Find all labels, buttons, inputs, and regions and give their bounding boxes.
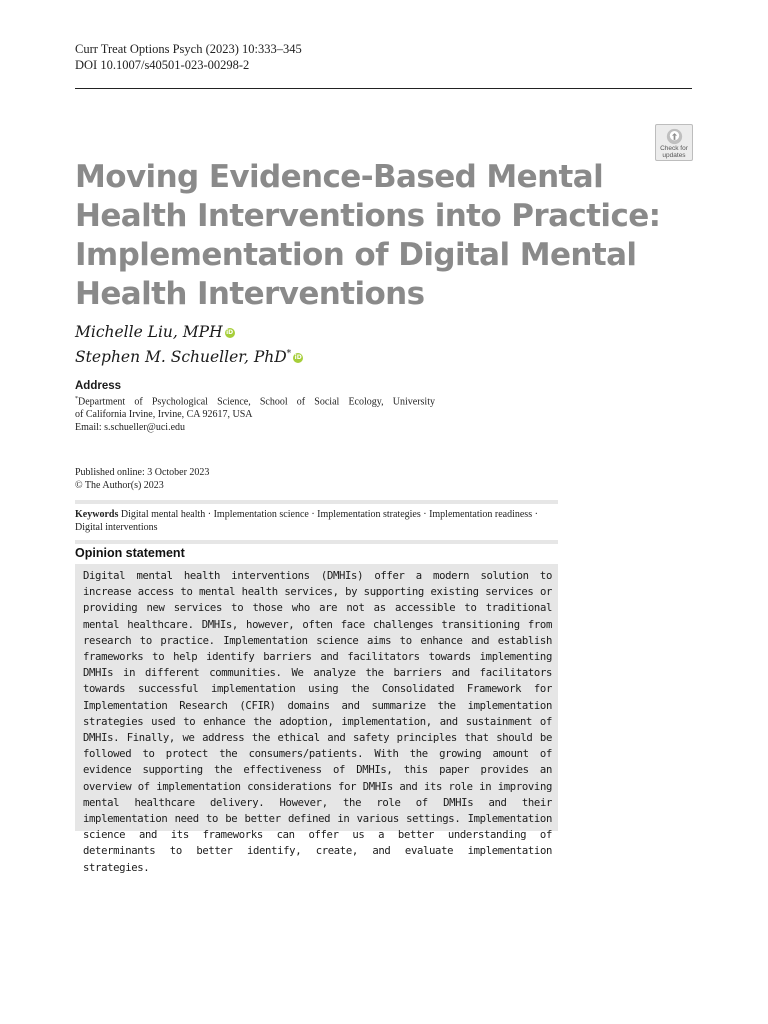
title-line-4: Health Interventions [75, 276, 425, 312]
keywords-bottom-divider [75, 540, 558, 544]
header-rule [75, 88, 692, 89]
doi-line[interactable]: DOI 10.1007/s40501-023-00298-2 [75, 58, 250, 72]
check-updates-label-1: Check for [660, 145, 688, 152]
check-updates-label-2: updates [662, 152, 686, 159]
keywords-top-divider [75, 500, 558, 504]
address-heading: Address [75, 380, 122, 392]
keywords-block [75, 508, 545, 534]
author-name: Stephen M. Schueller, PhD [75, 348, 287, 367]
corresponding-mark: * [286, 349, 292, 359]
address-line-2: of California Irvine, Irvine, CA 92617, USA [75, 409, 253, 421]
publication-info [75, 466, 209, 492]
title-line-1: Moving Evidence-Based Mental [75, 159, 604, 195]
address-mark: * [75, 396, 78, 402]
journal-citation [75, 41, 302, 73]
opinion-statement-text: Digital mental health interventions (DMHIs) offer a modern solution to increase access to mental health services, by supporting existing services or providing new services to those who are not as accessible to traditional mental healthcare. DMHIs, however, often face challenges transitioning from research to practice. Implementation science aims to enhance and establish frameworks to help identify barriers and facilitators towards implementing DMHIs in different communities. We analyze the barriers and facilitators towards successful implementation using the Consolidated Framework for Implementation Research (CFIR) domains and summarize the implementation strategies used to enhance the adoption, implementation, and sustainment of DMHIs. Finally, we address the ethical and safety principles that should be followed to protect the consumers/patients. With the growing amount of evidence supporting the effectiveness of DMHIs, this paper provides an overview of implementation considerations for DMHIs and its role in improving mental healthcare delivery. However, the role of DMHIs and their implementation need to be better defined in various settings. Implementation science and its frameworks can offer us a better understanding of determinants to better identify, create, and evaluate implementation strategies. [83, 570, 552, 874]
check-for-updates-button[interactable] [655, 124, 693, 161]
author-name: Michelle Liu, MPH [75, 323, 223, 341]
address-block [75, 393, 435, 434]
address-line-1-text: Department of Psychological Science, School of Social Ecology, University [78, 396, 435, 408]
keywords-text: Digital mental health · Implementation science · Implementation strategies · Implementation readiness · Digital interventions [75, 509, 538, 533]
email-line[interactable]: Email: s.schueller@uci.edu [75, 422, 186, 434]
title-line-2: Health Interventions into Practice: [75, 198, 661, 234]
published-online: Published online: 3 October 2023 [75, 467, 210, 478]
check-for-updates-icon [666, 128, 683, 145]
author-2 [75, 344, 303, 367]
keywords-label: Keywords [75, 509, 119, 520]
title-line-3: Implementation of Digital Mental [75, 237, 637, 273]
author-1 [75, 322, 235, 342]
copyright-line: © The Author(s) 2023 [75, 480, 164, 491]
opinion-statement-heading: Opinion statement [75, 546, 185, 560]
article-title [75, 158, 675, 314]
opinion-statement-panel [75, 564, 558, 874]
journal-line: Curr Treat Options Psych (2023) 10:333–345 [75, 42, 302, 56]
orcid-icon[interactable]: iD [294, 354, 302, 362]
orcid-icon[interactable]: iD [226, 329, 234, 336]
address-line-1 [75, 393, 435, 408]
